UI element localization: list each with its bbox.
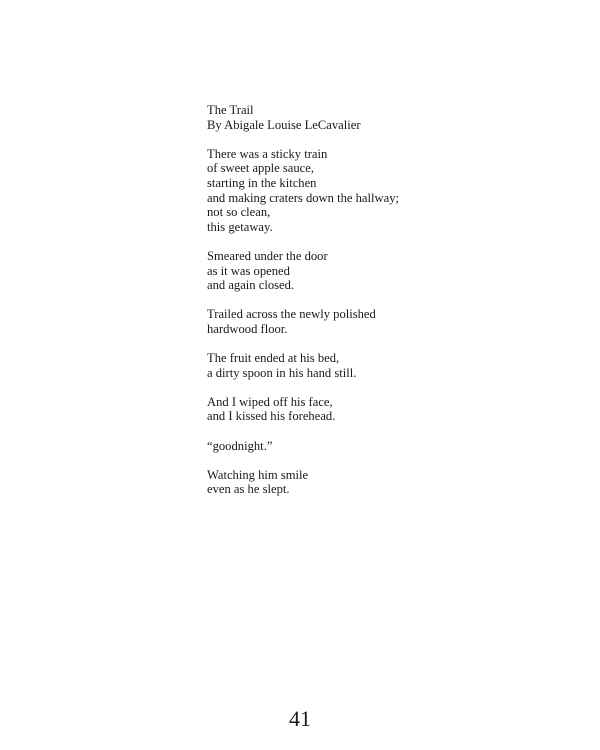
stanza-4: [207, 351, 507, 380]
poem-line: Watching him smile: [207, 467, 309, 482]
page-number: 41: [289, 706, 311, 731]
poem-line: and again closed.: [207, 278, 295, 293]
stanza-1: [207, 147, 507, 235]
poem-line: a dirty spoon in his hand still.: [207, 365, 357, 380]
poem-line: and I kissed his forehead.: [207, 409, 336, 424]
stanza-break: [207, 424, 507, 439]
poem-block: [207, 103, 507, 497]
poem-line: this getaway.: [207, 219, 273, 234]
poem-line: even as he slept.: [207, 482, 290, 497]
poem-title: The Trail: [207, 103, 254, 117]
poem-line: Smeared under the door: [207, 248, 328, 263]
poem-byline: By Abigale Louise LeCavalier: [207, 117, 361, 132]
poem-line: “goodnight.”: [207, 438, 273, 453]
poem-line: There was a sticky train: [207, 146, 328, 161]
stanza-break: [207, 293, 507, 308]
stanza-7: [207, 468, 507, 497]
stanza-5: [207, 395, 507, 424]
stanza-2: [207, 249, 507, 293]
poem-line: Trailed across the newly polished: [207, 307, 376, 322]
poem-line: as it was opened: [207, 263, 290, 278]
stanza-6: [207, 439, 507, 454]
stanza-break: [207, 132, 507, 147]
poem-line: And I wiped off his face,: [207, 394, 333, 409]
poem-line: not so clean,: [207, 205, 271, 220]
poem-line: of sweet apple sauce,: [207, 161, 314, 176]
poem-line: starting in the kitchen: [207, 175, 317, 190]
poem-line: hardwood floor.: [207, 321, 288, 336]
stanza-break: [207, 337, 507, 352]
poem-line: The fruit ended at his bed,: [207, 351, 340, 366]
stanza-break: [207, 234, 507, 249]
poem-line: and making craters down the hallway;: [207, 190, 399, 205]
stanza-3: [207, 307, 507, 336]
stanza-break: [207, 453, 507, 468]
stanza-break: [207, 380, 507, 395]
